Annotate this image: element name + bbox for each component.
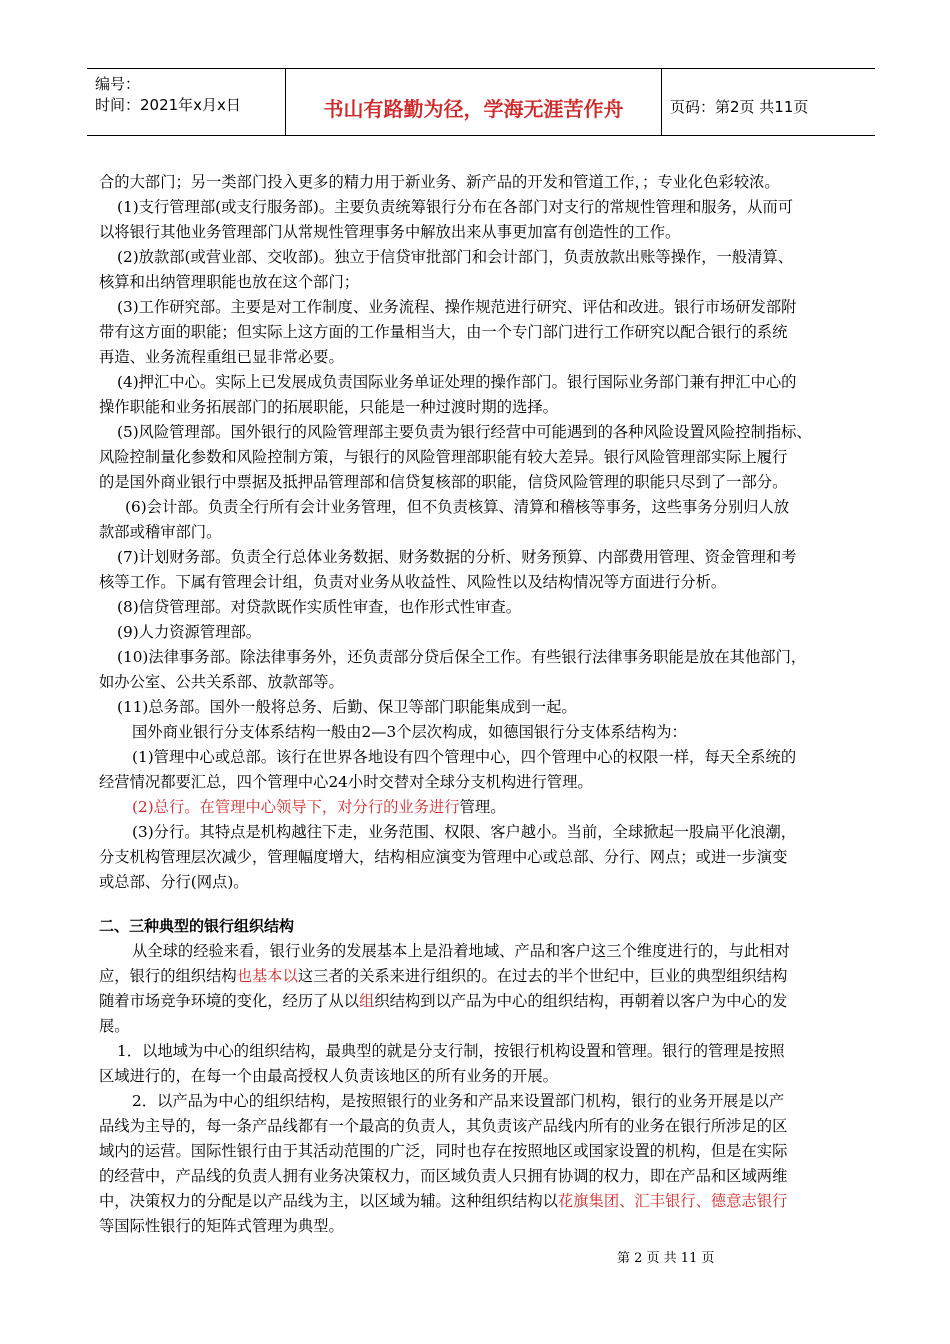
text-line: (3)分行。其特点是机构越往下走，业务范围、权限、客户越小。当前，全球掀起一股扁平化浪潮， (132, 823, 797, 841)
text-line: (5)风险管理部。国外银行的风险管理部主要负责为银行经营中可能遇到的各种风险设置风险控制指标、 (117, 423, 812, 441)
text-span: 应，银行的组织结构 (99, 967, 237, 985)
text-span: 中，决策权力的分配是以产品线为主，以区域为辅。这种组织结构以 (99, 1192, 558, 1210)
text-line: (8)信贷管理部。对贷款既作实质性审查，也作形式性审查。 (117, 598, 522, 616)
section-heading: 二、三种典型的银行组织结构 (99, 917, 295, 935)
text-line: 从全球的经验来看，银行业务的发展基本上是沿着地域、产品和客户这三个维度进行的，与此相对 (132, 942, 790, 960)
text-line: 展。 (99, 1017, 130, 1035)
text-line: 品线为主导的，每一条产品线都有一个最高的负责人，其负责该产品线内所有的业务在银行所涉足的区 (99, 1117, 788, 1135)
text-line: (1)管理中心或总部。该行在世界各地设有四个管理中心，四个管理中心的权限一样，每天全系统的 (132, 748, 797, 766)
text-line: (11)总务部。国外一般将总务、后勤、保卫等部门职能集成到一起。 (117, 698, 577, 716)
text-line: 的是国外商业银行中票据及抵押品管理部和信贷复核部的职能，信贷风险管理的职能只尽到了一部分。 (99, 473, 788, 491)
text-line: 款部或稽审部门。 (99, 523, 222, 541)
highlighted-text: 花旗集团、汇丰银行、德意志银行 (557, 1192, 788, 1210)
doc-number-label: 编号： (95, 75, 141, 93)
header-motto: 书山有路勤为径，学海无涯苦作舟 (323, 97, 624, 121)
text-span: 织结构到以产品为中心的组织结构，再朝着以客户为中心的发 (374, 992, 788, 1010)
text-line: (7)计划财务部。负责全行总体业务数据、财务数据的分析、财务预算、内部费用管理、资金管理和考 (117, 548, 797, 566)
text-line: 经营情况都要汇总，四个管理中心24小时交替对全球分支机构进行管理。 (99, 773, 593, 791)
text-line: 带有这方面的职能；但实际上这方面的工作量相当大，由一个专门部门进行工作研究以配合银行的系统 (99, 323, 788, 341)
highlighted-text: 组 (359, 992, 375, 1010)
text-line: 如办公室、公共关系部、放款部等。 (99, 673, 344, 691)
text-line: 或总部、分行(网点)。 (99, 873, 249, 891)
text-line: 以将银行其他业务管理部门从常规性管理事务中解放出来从事更加富有创造性的工作。 (99, 223, 681, 241)
text-line: 核算和出纳管理职能也放在这个部门； (99, 273, 360, 291)
header-motto-cell (285, 69, 662, 135)
text-span: 管理。 (459, 798, 506, 816)
text-line: (4)押汇中心。实际上已发展成负责国际业务单证处理的操作部门。银行国际业务部门兼有押汇中心的 (117, 373, 797, 391)
highlighted-text: 也基本以 (236, 967, 298, 985)
page-header (87, 68, 875, 136)
text-line: (2)放款部(或营业部、交收部)。独立于信贷审批部门和会计部门，负责放款出账等操作，一般清算、 (117, 248, 794, 266)
text-span: 这三者的关系来进行组织的。在过去的半个世纪中，巨业的典型组织结构 (297, 967, 788, 985)
doc-date-label: 时间：2021年x月x日 (95, 96, 241, 114)
text-line: 分支机构管理层次减少，管理幅度增大，结构相应演变为管理中心或总部、分行、网点；或进一步演变 (99, 848, 788, 866)
text-line: 国外商业银行分支体系结构一般由2—3个层次构成，如德国银行分支体系结构为： (132, 723, 687, 741)
text-line (99, 1191, 787, 1211)
page-footer: 第 2 页 共 11 页 (617, 1251, 715, 1266)
text-line: 的经营中，产品线的负责人拥有业务决策权力，而区域负责人只拥有协调的权力，即在产品和区域两维 (99, 1167, 788, 1185)
text-line: (6)会计部。负责全行所有会计业务管理，但不负责核算、清算和稽核等事务，这些事务分别归人放 (125, 498, 790, 516)
text-line (132, 797, 506, 817)
text-line: (3)工作研究部。主要是对工作制度、业务流程、操作规范进行研究、评估和改进。银行市场研发部附 (117, 298, 797, 316)
text-line: 域内的运营。国际性银行由于其活动范围的广泛，同时也存在按照地区或国家设置的机构，但是在实际 (99, 1142, 788, 1160)
text-line: 核等工作。下属有管理会计组，负责对业务从收益性、风险性以及结构情况等方面进行分析。 (99, 573, 727, 591)
text-span: 随着市场竞争环境的变化，经历了从以 (99, 992, 360, 1010)
text-line (99, 966, 787, 986)
text-line: (1)支行管理部(或支行服务部)。主要负责统筹银行分布在各部门对支行的常规性管理和服务，从而可 (117, 198, 794, 216)
header-page-number: 页码：第2页 共11页 (670, 98, 809, 116)
text-line: 区域进行的，在每一个由最高授权人负责该地区的所有业务的开展。 (99, 1067, 558, 1085)
text-line: 再造、业务流程重组已显非常必要。 (99, 348, 344, 366)
header-meta-cell (87, 69, 285, 135)
text-line: 操作职能和业务拓展部门的拓展职能，只能是一种过渡时期的选择。 (99, 398, 558, 416)
text-line: (9)人力资源管理部。 (117, 623, 262, 641)
text-line: 1．以地域为中心的组织结构，最典型的就是分支行制，按银行机构设置和管理。银行的管理是按照 (117, 1042, 785, 1060)
header-page-cell (662, 69, 875, 135)
text-line: 等国际性银行的矩阵式管理为典型。 (99, 1217, 344, 1235)
text-line: 合的大部门；另一类部门投入更多的精力用于新业务、新产品的开发和管道工作，；专业化色彩较浓。 (99, 173, 780, 191)
text-line (99, 991, 787, 1011)
highlighted-text: (2)总行。在管理中心领导下，对分行的业务进行 (132, 798, 460, 816)
text-line: (10)法律事务部。除法律事务外，还负责部分贷后保全工作。有些银行法律事务职能是放在其他部门， (117, 648, 807, 666)
text-line: 2．以产品为中心的组织结构，是按照银行的业务和产品来设置部门机构，银行的业务开展是以产 (132, 1092, 785, 1110)
text-line: 风险控制量化参数和风险控制方策，与银行的风险管理部职能有较大差异。银行风险管理部实际上履行 (99, 448, 788, 466)
